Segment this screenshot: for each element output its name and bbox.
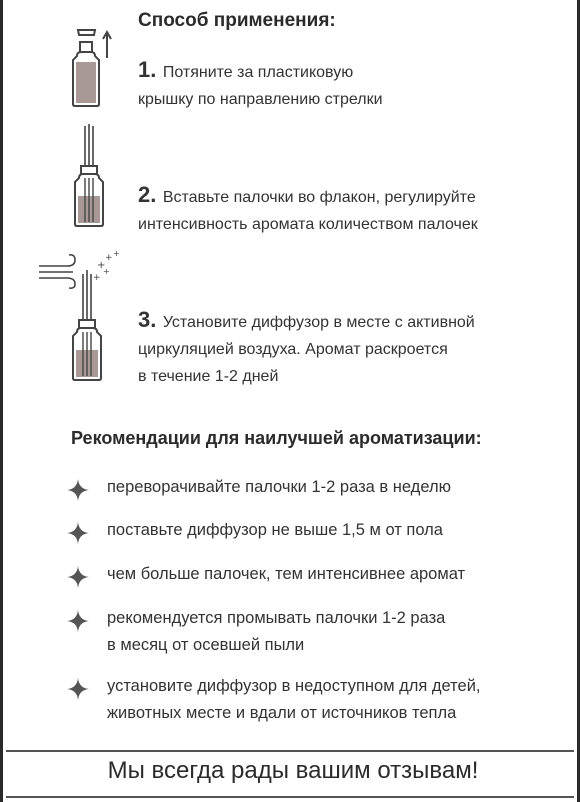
step-1-number: 1. bbox=[138, 57, 157, 82]
recommendation-line: установите диффузор в недоступном для детей, bbox=[107, 677, 481, 695]
recommendations-title: Рекомендации для наилучшей ароматизации: bbox=[71, 428, 482, 448]
step-1-line-1: Потяните за пластиковую bbox=[162, 64, 354, 81]
step-3-text bbox=[138, 306, 475, 390]
svg-text:+: + bbox=[97, 260, 106, 271]
bottle-with-cap-arrow-icon bbox=[69, 24, 119, 110]
step-2-text bbox=[138, 181, 478, 238]
step-3-line-1: Установите диффузор в месте с активной bbox=[162, 314, 475, 331]
recommendation-line: в месяц от осевшей пыли bbox=[107, 636, 305, 654]
step-1-text bbox=[138, 56, 383, 113]
recommendation-text: поставьте диффузор не выше 1,5 м от пола bbox=[107, 521, 443, 539]
bottle-with-sticks-icon bbox=[69, 122, 119, 232]
step-3-line-3: в течение 1-2 дней bbox=[138, 368, 279, 385]
svg-text:+: + bbox=[113, 249, 120, 258]
recommendation-text bbox=[107, 673, 481, 727]
step-2-number: 2. bbox=[138, 182, 157, 207]
step-3-number: 3. bbox=[138, 307, 157, 332]
recommendation-line: рекомендуется промывать палочки 1-2 раза bbox=[107, 609, 446, 627]
recommendation-line: животных месте и вдали от источников тепла bbox=[107, 704, 457, 722]
bottom-divider bbox=[6, 796, 574, 798]
footer-divider bbox=[6, 750, 574, 752]
usage-title: Способ применения: bbox=[138, 10, 336, 31]
step-3-line-2: циркуляцией воздуха. Аромат раскроется bbox=[138, 341, 448, 358]
svg-text:+: + bbox=[103, 267, 110, 276]
recommendation-text: переворачивайте палочки 1-2 раза в неделю bbox=[107, 478, 451, 496]
four-point-star-icon bbox=[67, 522, 89, 544]
recommendation-text: чем больше палочек, тем интенсивнее аромат bbox=[107, 565, 466, 583]
recommendation-text bbox=[107, 605, 445, 659]
four-point-star-icon bbox=[67, 479, 89, 501]
four-point-star-icon bbox=[67, 610, 89, 632]
step-2-line-2: интенсивность аромата количеством палочек bbox=[138, 216, 478, 233]
four-point-star-icon bbox=[67, 566, 89, 588]
four-point-star-icon bbox=[67, 678, 89, 700]
svg-text:+: + bbox=[93, 273, 101, 283]
feedback-message: Мы всегда рады вашим отзывам! bbox=[107, 757, 479, 784]
step-2-line-1: Вставьте палочки во флакон, регулируйте bbox=[162, 189, 476, 206]
svg-text:+: + bbox=[105, 253, 113, 263]
bottle-with-sticks-air-flow-icon bbox=[37, 246, 129, 386]
step-1-line-2: крышку по направлению стрелки bbox=[138, 91, 383, 108]
